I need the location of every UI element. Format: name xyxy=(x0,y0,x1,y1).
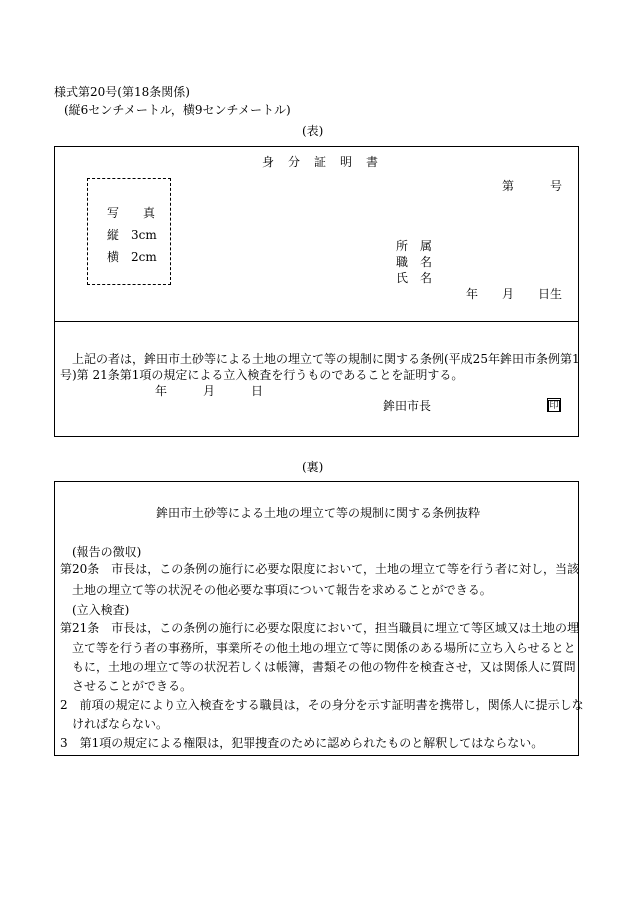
name-label: 氏 名 xyxy=(396,271,433,285)
paragraph-2-line-2: ければならない。 xyxy=(72,717,169,731)
position-label: 職 名 xyxy=(396,255,433,269)
heading-inspection: (立入検査) xyxy=(72,603,130,617)
ordinance-excerpt-title: 鉾田市土砂等による土地の埋立て等の規制に関する条例抜粋 xyxy=(156,506,481,520)
article-20-line-1: 第20条 市長は，この条例の施行に必要な限度において，土地の埋立て等を行う者に対し，当該 xyxy=(60,562,580,576)
affiliation-label: 所 属 xyxy=(396,239,433,253)
front-label: (表) xyxy=(302,124,324,138)
back-label: (裏) xyxy=(302,460,324,474)
certification-text-line-2: 号)第 21条第1項の規定による立入検査を行うものであることを証明する。 xyxy=(60,368,464,382)
form-number: 様式第20号(第18条関係) xyxy=(54,85,190,99)
paragraph-3-line-1: 3 第1項の規定による権限は，犯罪捜査のために認められたものと解釈してはならない。 xyxy=(60,736,544,750)
seal-mark: 印 xyxy=(547,398,561,412)
birthdate-label: 年 月 日生 xyxy=(466,287,563,301)
article-21-line-2: 立て等を行う者の事務所，事業所その他土地の埋立て等に関係のある場所に立ち入らせるとと xyxy=(72,641,576,655)
front-card-divider xyxy=(54,321,579,322)
paragraph-2-line-1: 2 前項の規定により立入検査をする職員は，その身分を示す証明書を携帯し，関係人に提示しな xyxy=(60,698,584,712)
article-20-line-2: 土地の埋立て等の状況その他必要な事項について報告を求めることができる。 xyxy=(72,583,492,597)
article-21-line-4: させることができる。 xyxy=(72,679,193,693)
article-21-line-3: もに，土地の埋立て等の状況若しくは帳簿，書類その他の物件を検査させ，又は関係人に質問 xyxy=(72,660,576,674)
article-21-line-1: 第21条 市長は，この条例の施行に必要な限度において，担当職員に埋立て等区域又は土地の埋 xyxy=(60,621,580,635)
issue-date: 年 月 日 xyxy=(155,384,264,398)
heading-report: (報告の徴収) xyxy=(72,545,142,559)
size-note: (縦6センチメートル，横9センチメートル) xyxy=(64,103,291,117)
certificate-number: 第 号 xyxy=(502,179,563,193)
back-card xyxy=(54,481,579,756)
mayor-title: 鉾田市長 xyxy=(383,399,432,413)
certification-text-line-1: 上記の者は，鉾田市土砂等による土地の埋立て等の規制に関する条例(平成25年鉾田市条例第1 xyxy=(72,352,580,366)
photo-width: 横 2cm xyxy=(107,250,157,264)
certificate-title: 身 分 証 明 書 xyxy=(262,155,380,169)
photo-height: 縦 3cm xyxy=(107,228,157,242)
photo-label: 写 真 xyxy=(107,206,156,220)
